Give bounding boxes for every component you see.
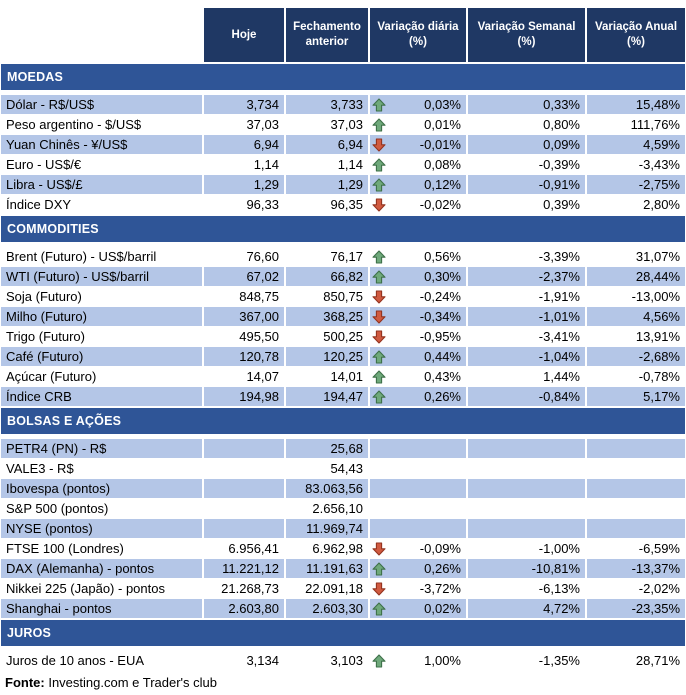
variacao-anual-value: -23,35%	[587, 599, 685, 618]
arrow-down-icon	[372, 198, 386, 212]
arrow-up-icon	[372, 350, 386, 364]
variacao-semanal-value: 0,39%	[468, 195, 585, 214]
variacao-diaria-value: 0,56%	[424, 249, 461, 264]
fechamento-anterior-value: 850,75	[286, 287, 368, 306]
table-row	[1, 327, 685, 346]
variacao-diaria-value: -0,09%	[419, 541, 461, 556]
variacao-diaria-cell	[370, 347, 466, 366]
fechamento-anterior-value: 500,25	[286, 327, 368, 346]
row-label: Libra - US$/£	[1, 175, 202, 194]
variacao-diaria-cell	[370, 439, 466, 458]
fechamento-anterior-value: 2.603,30	[286, 599, 368, 618]
fechamento-anterior-value: 83.063,56	[286, 479, 368, 498]
variacao-diaria-cell	[370, 195, 466, 214]
row-label: Euro - US$/€	[1, 155, 202, 174]
variacao-anual-value: 4,56%	[587, 307, 685, 326]
hoje-value: 96,33	[204, 195, 284, 214]
variacao-semanal-value: -10,81%	[468, 559, 585, 578]
arrow-up-icon	[372, 250, 386, 264]
fechamento-anterior-value: 2.656,10	[286, 499, 368, 518]
table-body	[1, 64, 685, 670]
variacao-anual-value: -2,75%	[587, 175, 685, 194]
row-label: Nikkei 225 (Japão) - pontos	[1, 579, 202, 598]
variacao-semanal-value	[468, 499, 585, 518]
table-row	[1, 135, 685, 154]
hoje-value: 1,14	[204, 155, 284, 174]
variacao-anual-value: 15,48%	[587, 95, 685, 114]
fechamento-anterior-value: 6.962,98	[286, 539, 368, 558]
table-row	[1, 247, 685, 266]
arrow-up-icon	[372, 118, 386, 132]
fechamento-anterior-value: 96,35	[286, 195, 368, 214]
table-row	[1, 307, 685, 326]
variacao-semanal-value: 0,80%	[468, 115, 585, 134]
no-arrow-spacer	[372, 522, 386, 536]
variacao-semanal-value: -1,00%	[468, 539, 585, 558]
hoje-value: 67,02	[204, 267, 284, 286]
variacao-diaria-value: -0,34%	[419, 309, 461, 324]
table-row	[1, 599, 685, 618]
variacao-diaria-cell	[370, 499, 466, 518]
variacao-anual-value: 28,44%	[587, 267, 685, 286]
table-row	[1, 175, 685, 194]
hoje-value	[204, 459, 284, 478]
row-label: Ibovespa (pontos)	[1, 479, 202, 498]
variacao-semanal-value: -0,84%	[468, 387, 585, 406]
row-label: Peso argentino - $/US$	[1, 115, 202, 134]
variacao-diaria-cell	[370, 307, 466, 326]
row-label: S&P 500 (pontos)	[1, 499, 202, 518]
variacao-anual-value	[587, 499, 685, 518]
row-label: DAX (Alemanha) - pontos	[1, 559, 202, 578]
variacao-semanal-value: 4,72%	[468, 599, 585, 618]
arrow-up-icon	[372, 370, 386, 384]
row-label: Shanghai - pontos	[1, 599, 202, 618]
table-row	[1, 267, 685, 286]
variacao-diaria-value: -0,95%	[419, 329, 461, 344]
variacao-semanal-value: -3,39%	[468, 247, 585, 266]
column-header-variacao-diaria: Variação diária (%)	[370, 8, 466, 62]
variacao-anual-value	[587, 439, 685, 458]
variacao-anual-value: 31,07%	[587, 247, 685, 266]
table-row	[1, 459, 685, 478]
fechamento-anterior-value: 14,01	[286, 367, 368, 386]
variacao-diaria-cell	[370, 267, 466, 286]
row-label: Brent (Futuro) - US$/barril	[1, 247, 202, 266]
variacao-anual-value: 4,59%	[587, 135, 685, 154]
arrow-down-icon	[372, 310, 386, 324]
variacao-anual-value: 5,17%	[587, 387, 685, 406]
arrow-up-icon	[372, 390, 386, 404]
variacao-semanal-value: -1,04%	[468, 347, 585, 366]
variacao-diaria-cell	[370, 651, 466, 670]
row-label: NYSE (pontos)	[1, 519, 202, 538]
fechamento-anterior-value: 6,94	[286, 135, 368, 154]
fechamento-anterior-value: 3,733	[286, 95, 368, 114]
fechamento-anterior-value: 66,82	[286, 267, 368, 286]
hoje-value: 1,29	[204, 175, 284, 194]
fechamento-anterior-value: 76,17	[286, 247, 368, 266]
fechamento-anterior-value: 11.969,74	[286, 519, 368, 538]
fechamento-anterior-value: 1,14	[286, 155, 368, 174]
row-label: Milho (Futuro)	[1, 307, 202, 326]
hoje-value: 2.603,80	[204, 599, 284, 618]
variacao-diaria-cell	[370, 519, 466, 538]
fechamento-anterior-value: 37,03	[286, 115, 368, 134]
row-label: WTI (Futuro) - US$/barril	[1, 267, 202, 286]
variacao-diaria-value: 0,26%	[424, 561, 461, 576]
variacao-semanal-value: -3,41%	[468, 327, 585, 346]
variacao-semanal-value	[468, 439, 585, 458]
variacao-anual-value: -2,68%	[587, 347, 685, 366]
variacao-diaria-value: 0,26%	[424, 389, 461, 404]
variacao-anual-value	[587, 459, 685, 478]
column-header-fechamento-anterior: Fechamento anterior	[286, 8, 368, 62]
variacao-anual-value: -0,78%	[587, 367, 685, 386]
variacao-semanal-value: 0,33%	[468, 95, 585, 114]
hoje-value: 495,50	[204, 327, 284, 346]
variacao-anual-value: -13,37%	[587, 559, 685, 578]
variacao-diaria-cell	[370, 579, 466, 598]
variacao-anual-value: 111,76%	[587, 115, 685, 134]
hoje-value	[204, 439, 284, 458]
variacao-diaria-cell	[370, 247, 466, 266]
table-row	[1, 559, 685, 578]
variacao-anual-value: -13,00%	[587, 287, 685, 306]
table-row	[1, 651, 685, 670]
variacao-diaria-value: 0,02%	[424, 601, 461, 616]
variacao-diaria-cell	[370, 287, 466, 306]
hoje-value: 3,734	[204, 95, 284, 114]
section-header: COMMODITIES	[1, 216, 685, 242]
variacao-semanal-value: 0,09%	[468, 135, 585, 154]
row-label: Café (Futuro)	[1, 347, 202, 366]
hoje-value: 11.221,12	[204, 559, 284, 578]
hoje-value: 76,60	[204, 247, 284, 266]
section-header: BOLSAS E AÇÕES	[1, 408, 685, 434]
variacao-semanal-value: -6,13%	[468, 579, 585, 598]
hoje-value	[204, 499, 284, 518]
table-row	[1, 195, 685, 214]
variacao-diaria-value: 0,01%	[424, 117, 461, 132]
row-label: PETR4 (PN) - R$	[1, 439, 202, 458]
variacao-diaria-cell	[370, 95, 466, 114]
hoje-value: 6.956,41	[204, 539, 284, 558]
variacao-diaria-cell	[370, 539, 466, 558]
arrow-up-icon	[372, 654, 386, 668]
no-arrow-spacer	[372, 462, 386, 476]
arrow-down-icon	[372, 582, 386, 596]
no-arrow-spacer	[372, 502, 386, 516]
variacao-diaria-cell	[370, 155, 466, 174]
variacao-diaria-value: 0,03%	[424, 97, 461, 112]
row-label: Juros de 10 anos - EUA	[1, 651, 202, 670]
variacao-diaria-value: -3,72%	[419, 581, 461, 596]
variacao-diaria-value: -0,24%	[419, 289, 461, 304]
source-note	[1, 671, 685, 690]
variacao-anual-value: -2,02%	[587, 579, 685, 598]
hoje-value: 194,98	[204, 387, 284, 406]
table-row	[1, 519, 685, 538]
hoje-value: 21.268,73	[204, 579, 284, 598]
column-header-hoje: Hoje	[204, 8, 284, 62]
hoje-value: 367,00	[204, 307, 284, 326]
source-text: Investing.com e Trader's club	[44, 675, 218, 690]
variacao-diaria-value: 1,00%	[424, 653, 461, 668]
table-row	[1, 439, 685, 458]
fechamento-anterior-value: 368,25	[286, 307, 368, 326]
variacao-anual-value	[587, 479, 685, 498]
variacao-diaria-value: 0,08%	[424, 157, 461, 172]
row-label: Trigo (Futuro)	[1, 327, 202, 346]
table-row	[1, 539, 685, 558]
arrow-up-icon	[372, 158, 386, 172]
arrow-down-icon	[372, 542, 386, 556]
table-row	[1, 367, 685, 386]
table-row	[1, 579, 685, 598]
column-header-variacao-semanal: Variação Semanal (%)	[468, 8, 585, 62]
fechamento-anterior-value: 54,43	[286, 459, 368, 478]
hoje-value: 848,75	[204, 287, 284, 306]
variacao-semanal-value: -1,91%	[468, 287, 585, 306]
variacao-diaria-cell	[370, 115, 466, 134]
table-row	[1, 287, 685, 306]
variacao-semanal-value: -2,37%	[468, 267, 585, 286]
section-header: MOEDAS	[1, 64, 685, 90]
variacao-diaria-cell	[370, 327, 466, 346]
variacao-diaria-cell	[370, 599, 466, 618]
fechamento-anterior-value: 1,29	[286, 175, 368, 194]
row-label: Açúcar (Futuro)	[1, 367, 202, 386]
variacao-diaria-value: 0,12%	[424, 177, 461, 192]
arrow-up-icon	[372, 98, 386, 112]
variacao-diaria-value: 0,30%	[424, 269, 461, 284]
fechamento-anterior-value: 22.091,18	[286, 579, 368, 598]
variacao-diaria-value: 0,43%	[424, 369, 461, 384]
source-label: Fonte:	[5, 675, 45, 690]
arrow-up-icon	[372, 562, 386, 576]
table-row	[1, 95, 685, 114]
row-label: Soja (Futuro)	[1, 287, 202, 306]
variacao-diaria-cell	[370, 367, 466, 386]
fechamento-anterior-value: 25,68	[286, 439, 368, 458]
row-label: VALE3 - R$	[1, 459, 202, 478]
variacao-diaria-cell	[370, 479, 466, 498]
variacao-anual-value: -3,43%	[587, 155, 685, 174]
row-label: FTSE 100 (Londres)	[1, 539, 202, 558]
table-header	[1, 8, 685, 62]
arrow-up-icon	[372, 178, 386, 192]
arrow-down-icon	[372, 290, 386, 304]
hoje-value: 6,94	[204, 135, 284, 154]
row-label: Índice CRB	[1, 387, 202, 406]
header-label-spacer	[1, 8, 202, 62]
table-row	[1, 115, 685, 134]
hoje-value	[204, 479, 284, 498]
variacao-diaria-cell	[370, 135, 466, 154]
table-row	[1, 387, 685, 406]
variacao-diaria-cell	[370, 175, 466, 194]
no-arrow-spacer	[372, 442, 386, 456]
fechamento-anterior-value: 3,103	[286, 651, 368, 670]
variacao-anual-value: 13,91%	[587, 327, 685, 346]
table-row	[1, 499, 685, 518]
section-header: JUROS	[1, 620, 685, 646]
variacao-diaria-value: 0,44%	[424, 349, 461, 364]
fechamento-anterior-value: 120,25	[286, 347, 368, 366]
hoje-value: 3,134	[204, 651, 284, 670]
arrow-up-icon	[372, 270, 386, 284]
variacao-diaria-value: -0,01%	[419, 137, 461, 152]
arrow-down-icon	[372, 330, 386, 344]
variacao-anual-value: 28,71%	[587, 651, 685, 670]
variacao-semanal-value	[468, 459, 585, 478]
row-label: Yuan Chinês - ¥/US$	[1, 135, 202, 154]
hoje-value: 120,78	[204, 347, 284, 366]
row-label: Índice DXY	[1, 195, 202, 214]
variacao-diaria-value: -0,02%	[419, 197, 461, 212]
table-row	[1, 479, 685, 498]
variacao-diaria-cell	[370, 459, 466, 478]
row-label: Dólar - R$/US$	[1, 95, 202, 114]
table-row	[1, 155, 685, 174]
variacao-semanal-value	[468, 519, 585, 538]
variacao-semanal-value: -0,39%	[468, 155, 585, 174]
no-arrow-spacer	[372, 482, 386, 496]
hoje-value: 14,07	[204, 367, 284, 386]
arrow-up-icon	[372, 602, 386, 616]
variacao-anual-value: 2,80%	[587, 195, 685, 214]
variacao-semanal-value: -1,35%	[468, 651, 585, 670]
variacao-diaria-cell	[370, 387, 466, 406]
hoje-value: 37,03	[204, 115, 284, 134]
variacao-semanal-value: 1,44%	[468, 367, 585, 386]
fechamento-anterior-value: 11.191,63	[286, 559, 368, 578]
variacao-semanal-value: -1,01%	[468, 307, 585, 326]
table-row	[1, 347, 685, 366]
variacao-anual-value	[587, 519, 685, 538]
arrow-down-icon	[372, 138, 386, 152]
variacao-diaria-cell	[370, 559, 466, 578]
variacao-semanal-value: -0,91%	[468, 175, 585, 194]
hoje-value	[204, 519, 284, 538]
variacao-anual-value: -6,59%	[587, 539, 685, 558]
column-header-variacao-anual: Variação Anual (%)	[587, 8, 685, 62]
fechamento-anterior-value: 194,47	[286, 387, 368, 406]
variacao-semanal-value	[468, 479, 585, 498]
